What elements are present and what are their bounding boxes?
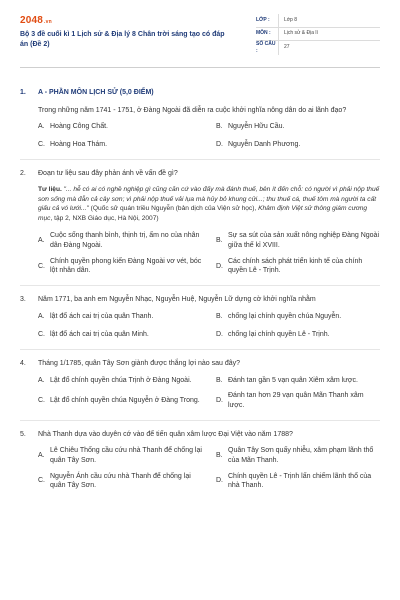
question-text: Trong những năm 1741 - 1751, ở Đàng Ngoài đã diễn ra cuộc khởi nghĩa nông dân do ai lãnh đạo? <box>38 106 347 114</box>
option-letter: A. <box>38 376 45 384</box>
source-passage <box>38 185 380 223</box>
info-row-subject <box>256 28 380 42</box>
options-grid <box>38 376 380 411</box>
option-b[interactable] <box>216 446 380 465</box>
option-text: Nguyễn Danh Phương. <box>228 140 301 148</box>
option-letter: C. <box>38 331 45 339</box>
question-number: 5. <box>20 430 26 438</box>
option-letter: D. <box>216 262 223 270</box>
option-text: Lật đổ chính quyền chúa Nguyễn ở Đàng Trong. <box>50 397 200 405</box>
option-text: Sự sa sút của sản xuất nông nghiệp Đàng Ngoài giữa thế kỉ XVIII. <box>228 232 380 250</box>
options-grid <box>38 446 380 491</box>
question-stem <box>20 430 380 440</box>
question-text: Năm 1771, ba anh em Nguyễn Nhạc, Nguyễn Huệ, Nguyễn Lữ dựng cờ khởi nghĩa nhằm <box>38 296 316 304</box>
question-stem <box>20 359 380 369</box>
option-text: lật đổ ách cai trị của quân Thanh. <box>50 312 154 320</box>
passage-book: Khâm định Việt sử thông giám cương mục <box>38 205 368 222</box>
question-text: Tháng 1/1785, quân Tây Sơn giành được thắng lợi nào sau đây? <box>38 360 241 368</box>
question-4 <box>20 359 380 411</box>
info-value: Lớp 8 <box>278 14 380 27</box>
option-letter: C. <box>38 397 45 405</box>
option-letter: A. <box>38 237 45 245</box>
option-letter: C. <box>38 262 45 270</box>
option-letter: A. <box>38 312 45 320</box>
option-d[interactable] <box>216 472 380 491</box>
option-text: Đánh tan hơn 29 vạn quân Mãn Thanh xâm lược. <box>228 392 364 410</box>
option-text: Nguyễn Ánh cầu cứu nhà Thanh để chống lại quân Tây Sơn. <box>50 472 191 490</box>
question-3 <box>20 295 380 340</box>
option-letter: C. <box>38 477 45 485</box>
options-grid <box>38 312 380 340</box>
option-text: Chính quyền phong kiến Đàng Ngoài vơ vét, bóc lột nhân dân. <box>50 257 202 275</box>
info-label: SỐ CÂU : <box>256 40 276 54</box>
option-d[interactable] <box>216 140 380 150</box>
question-number: 3. <box>20 296 26 304</box>
site-logo[interactable] <box>20 14 52 28</box>
passage-quote: "... hễ có ai có nghề nghiệp gì cũng căn cứ vào đấy mà đánh thuế, bên ít đến chỗ: có người vì phải nộp thuế sơn sống mà đẵn cả cây sơn; vì phải nộp thuế vải lụa mà hủy bỏ khung cửi...; thu thuế cá, thuế tôm mà người ta cất giấu cả vó lưới..." <box>38 186 380 213</box>
passage-source-end: , tập 2, NXB Giáo dục, Hà Nội, 2007) <box>50 214 159 222</box>
option-text: chống lại chính quyền chúa Nguyễn. <box>228 312 342 320</box>
options-grid <box>38 122 380 149</box>
page-header <box>20 12 380 68</box>
option-a[interactable] <box>38 122 202 132</box>
option-text: Các chính sách phát triển kinh tế của chính quyền Lê - Trịnh. <box>228 257 363 275</box>
option-b[interactable] <box>216 122 380 132</box>
option-d[interactable] <box>216 391 380 410</box>
option-c[interactable] <box>38 140 202 150</box>
question-number: 2. <box>20 169 26 177</box>
option-c[interactable] <box>38 472 202 491</box>
option-b[interactable] <box>216 376 380 386</box>
option-letter: C. <box>38 140 45 148</box>
section-title: A - PHẦN MÔN LỊCH SỬ (5,0 ĐIỂM) <box>38 89 154 96</box>
option-text: Quân Tây Sơn quấy nhiễu, xâm phạm lãnh thổ của Mãn Thanh. <box>228 447 374 464</box>
question-text: Nhà Thanh dựa vào duyên cớ vào để tiến quân xâm lược Đại Việt vào năm 1788? <box>38 430 293 438</box>
option-letter: B. <box>216 123 223 131</box>
section-number: 1. <box>20 89 26 96</box>
option-text: Nguyễn Hữu Cầu. <box>228 123 285 131</box>
option-a[interactable] <box>38 231 202 250</box>
option-text: Hoàng Công Chất. <box>50 123 108 131</box>
section-heading <box>20 88 380 98</box>
option-letter: A. <box>38 452 45 460</box>
option-text: Lật đổ chính quyền chúa Trịnh ở Đàng Ngoài. <box>50 376 192 384</box>
options-grid <box>38 231 380 276</box>
divider <box>20 349 380 350</box>
option-a[interactable] <box>38 446 202 465</box>
question-text: Đoạn tư liệu sau đây phản ánh về vấn đề gì? <box>38 169 178 177</box>
info-table <box>256 14 380 55</box>
question-5 <box>20 430 380 491</box>
option-text: Lê Chiêu Thống cầu cứu nhà Thanh để chống lại quân Tây Sơn. <box>50 447 202 464</box>
option-text: Chính quyền Lê - Trịnh lấn chiếm lãnh thổ của nhà Thanh. <box>228 472 372 490</box>
option-c[interactable] <box>38 391 202 410</box>
option-text: lật đổ ách cai trị của quân Minh. <box>50 331 149 339</box>
option-letter: D. <box>216 477 223 485</box>
question-stem <box>20 295 380 305</box>
option-text: chống lại chính quyền Lê - Trịnh. <box>228 331 330 339</box>
passage-label: Tư liệu. <box>38 186 62 194</box>
option-c[interactable] <box>38 330 202 340</box>
option-letter: D. <box>216 140 223 148</box>
question-number: 4. <box>20 360 26 368</box>
info-label: MÔN : <box>256 30 271 37</box>
question-1 <box>38 106 380 150</box>
option-c[interactable] <box>38 257 202 276</box>
info-value: 27 <box>278 41 380 55</box>
option-letter: B. <box>216 312 223 320</box>
option-letter: D. <box>216 397 223 405</box>
question-2 <box>20 169 380 276</box>
option-a[interactable] <box>38 312 202 322</box>
info-label: LỚP : <box>256 16 270 23</box>
option-a[interactable] <box>38 376 202 386</box>
divider <box>20 420 380 421</box>
option-b[interactable] <box>216 312 380 322</box>
option-letter: D. <box>216 331 223 339</box>
divider <box>20 159 380 160</box>
option-text: Cuộc sống thanh bình, thịnh trị, ấm no của nhân dân Đàng Ngoài. <box>50 232 200 250</box>
option-b[interactable] <box>216 231 380 250</box>
option-d[interactable] <box>216 257 380 276</box>
divider <box>20 285 380 286</box>
question-stem <box>20 169 380 179</box>
logo-suffix: .vn <box>44 19 52 25</box>
info-row-count <box>256 41 380 55</box>
page-title: Bộ 3 đề cuối kì 1 Lịch sử & Địa lý 8 Chân trời sáng tạo có đáp án (Đề 2) <box>20 31 225 48</box>
info-row-class <box>256 14 380 28</box>
option-letter: B. <box>216 376 223 384</box>
option-letter: A. <box>38 123 45 131</box>
option-text: Hoàng Hoa Thám. <box>50 140 108 148</box>
option-letter: B. <box>216 237 223 245</box>
option-text: Đánh tan gần 5 vạn quân Xiêm xâm lược. <box>228 376 358 384</box>
passage-source: (Quốc sử quán triều Nguyễn (bản dịch của Viện sử học), <box>88 205 259 213</box>
option-d[interactable] <box>216 330 380 340</box>
option-letter: B. <box>216 452 223 460</box>
logo-text: 2048 <box>20 15 44 26</box>
question-section <box>20 88 380 491</box>
info-value: Lịch sử & Địa lí <box>278 28 380 41</box>
